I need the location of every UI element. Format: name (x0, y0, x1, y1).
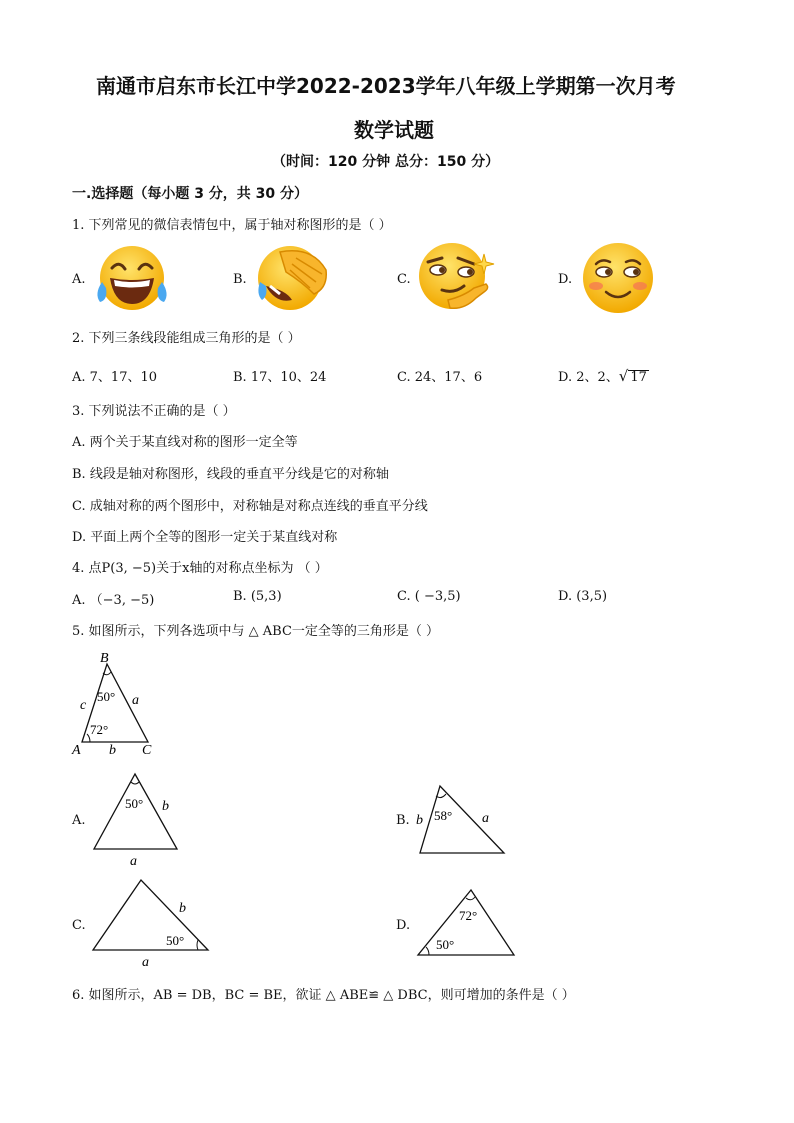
side-b-label: b (109, 743, 116, 758)
q3-option-c: C. 成轴对称的两个图形中，对称轴是对称点连线的垂直平分线 (72, 499, 428, 514)
option-c-triangle-figure (88, 874, 214, 970)
option-c-side-b: b (179, 901, 186, 916)
q2-option-a: A. 7、17、10 (72, 370, 158, 385)
side-c-label: c (80, 698, 87, 713)
section-heading: 一.选择题（每小题 3 分，共 30 分） (72, 186, 309, 202)
laughing-tears-emoji-icon (92, 242, 172, 312)
option-d-top-arc (466, 897, 475, 900)
q2-option-b: B. 17、10、24 (233, 370, 327, 385)
option-a-side-b: b (162, 799, 169, 814)
q1-label-b: B. (233, 272, 247, 287)
q2-option-c: C. 24、17、6 (397, 370, 483, 385)
q1-label-d: D. (558, 272, 573, 287)
triangle-abc-figure (66, 648, 166, 760)
angle-b-value: 50° (97, 689, 116, 704)
page-subtitle: 数学试题 (354, 118, 434, 142)
option-c-side-a: a (142, 955, 149, 970)
q1-label-c: C. (397, 272, 411, 287)
q5-label-a: A. (72, 813, 86, 828)
option-d-angle-50: 50° (436, 937, 455, 952)
sqrt-icon: √ (618, 367, 629, 385)
question-5-stem: 5. 如图所示，下列各选项中与 △ ABC一定全等的三角形是（ ） (72, 624, 440, 639)
q3-option-a: A. 两个关于某直线对称的图形一定全等 (72, 435, 298, 450)
option-a-angle-arc (131, 782, 139, 784)
option-c-triangle (93, 880, 208, 950)
option-d-angle-72: 72° (459, 908, 478, 923)
question-2-stem: 2. 下列三条线段能组成三角形的是（ ） (72, 331, 301, 346)
angle-a-value: 72° (90, 722, 109, 737)
shy-smile-emoji-icon (578, 240, 658, 316)
q4-option-a: A. （−3, −5) (72, 593, 155, 608)
option-c-angle-arc (197, 940, 198, 950)
side-a-label: a (132, 693, 139, 708)
facepalm-emoji-icon (252, 242, 332, 312)
option-c-angle-value: 50° (166, 933, 185, 948)
q2-option-d-prefix: D. 2、2、 (558, 370, 619, 385)
q4-option-c: C. ( −3,5) (397, 589, 461, 604)
q2-option-d-radicand: 17 (630, 370, 647, 385)
smug-thinking-emoji-icon (414, 240, 498, 314)
q3-option-b: B. 线段是轴对称图形，线段的垂直平分线是它的对称轴 (72, 467, 389, 482)
q5-label-d: D. (396, 918, 411, 933)
vertex-c-label: C (142, 743, 152, 758)
q5-label-c: C. (72, 918, 86, 933)
option-a-side-a: a (130, 854, 137, 868)
option-a-angle-value: 50° (125, 796, 144, 811)
q5-label-b: B. (396, 813, 410, 828)
option-b-triangle-figure (412, 780, 512, 860)
option-d-triangle-figure (412, 884, 522, 960)
question-3-stem: 3. 下列说法不正确的是（ ） (72, 404, 236, 419)
question-6-stem: 6. 如图所示，AB = DB，BC = BE，欲证 △ ABE≌ △ DBC，则可增加的条件是（ ） (72, 988, 575, 1003)
option-b-triangle (420, 786, 504, 853)
q4-option-b: B. (5,3) (233, 589, 282, 604)
vertex-b-label: B (100, 651, 109, 666)
q1-label-a: A. (72, 272, 86, 287)
page-title: 南通市启东市长江中学2022-2023学年八年级上学期第一次月考 (96, 74, 676, 98)
option-b-side-b: b (416, 813, 423, 828)
option-a-triangle-figure (88, 768, 188, 868)
vertex-a-label: A (72, 743, 81, 758)
q4-option-d: D. (3,5) (558, 589, 608, 604)
question-1-stem: 1. 下列常见的微信表情包中，属于轴对称图形的是（ ） (72, 218, 392, 233)
question-4-stem: 4. 点P(3, −5)关于x轴的对称点坐标为 （ ） (72, 561, 328, 576)
option-d-bottom-arc (426, 947, 429, 955)
option-b-angle-value: 58° (434, 808, 453, 823)
exam-meta: （时间：120 分钟 总分：150 分） (272, 154, 500, 170)
q3-option-d: D. 平面上两个全等的图形一定关于某直线对称 (72, 530, 338, 545)
q2-option-d (558, 366, 649, 385)
option-b-side-a: a (482, 811, 489, 826)
